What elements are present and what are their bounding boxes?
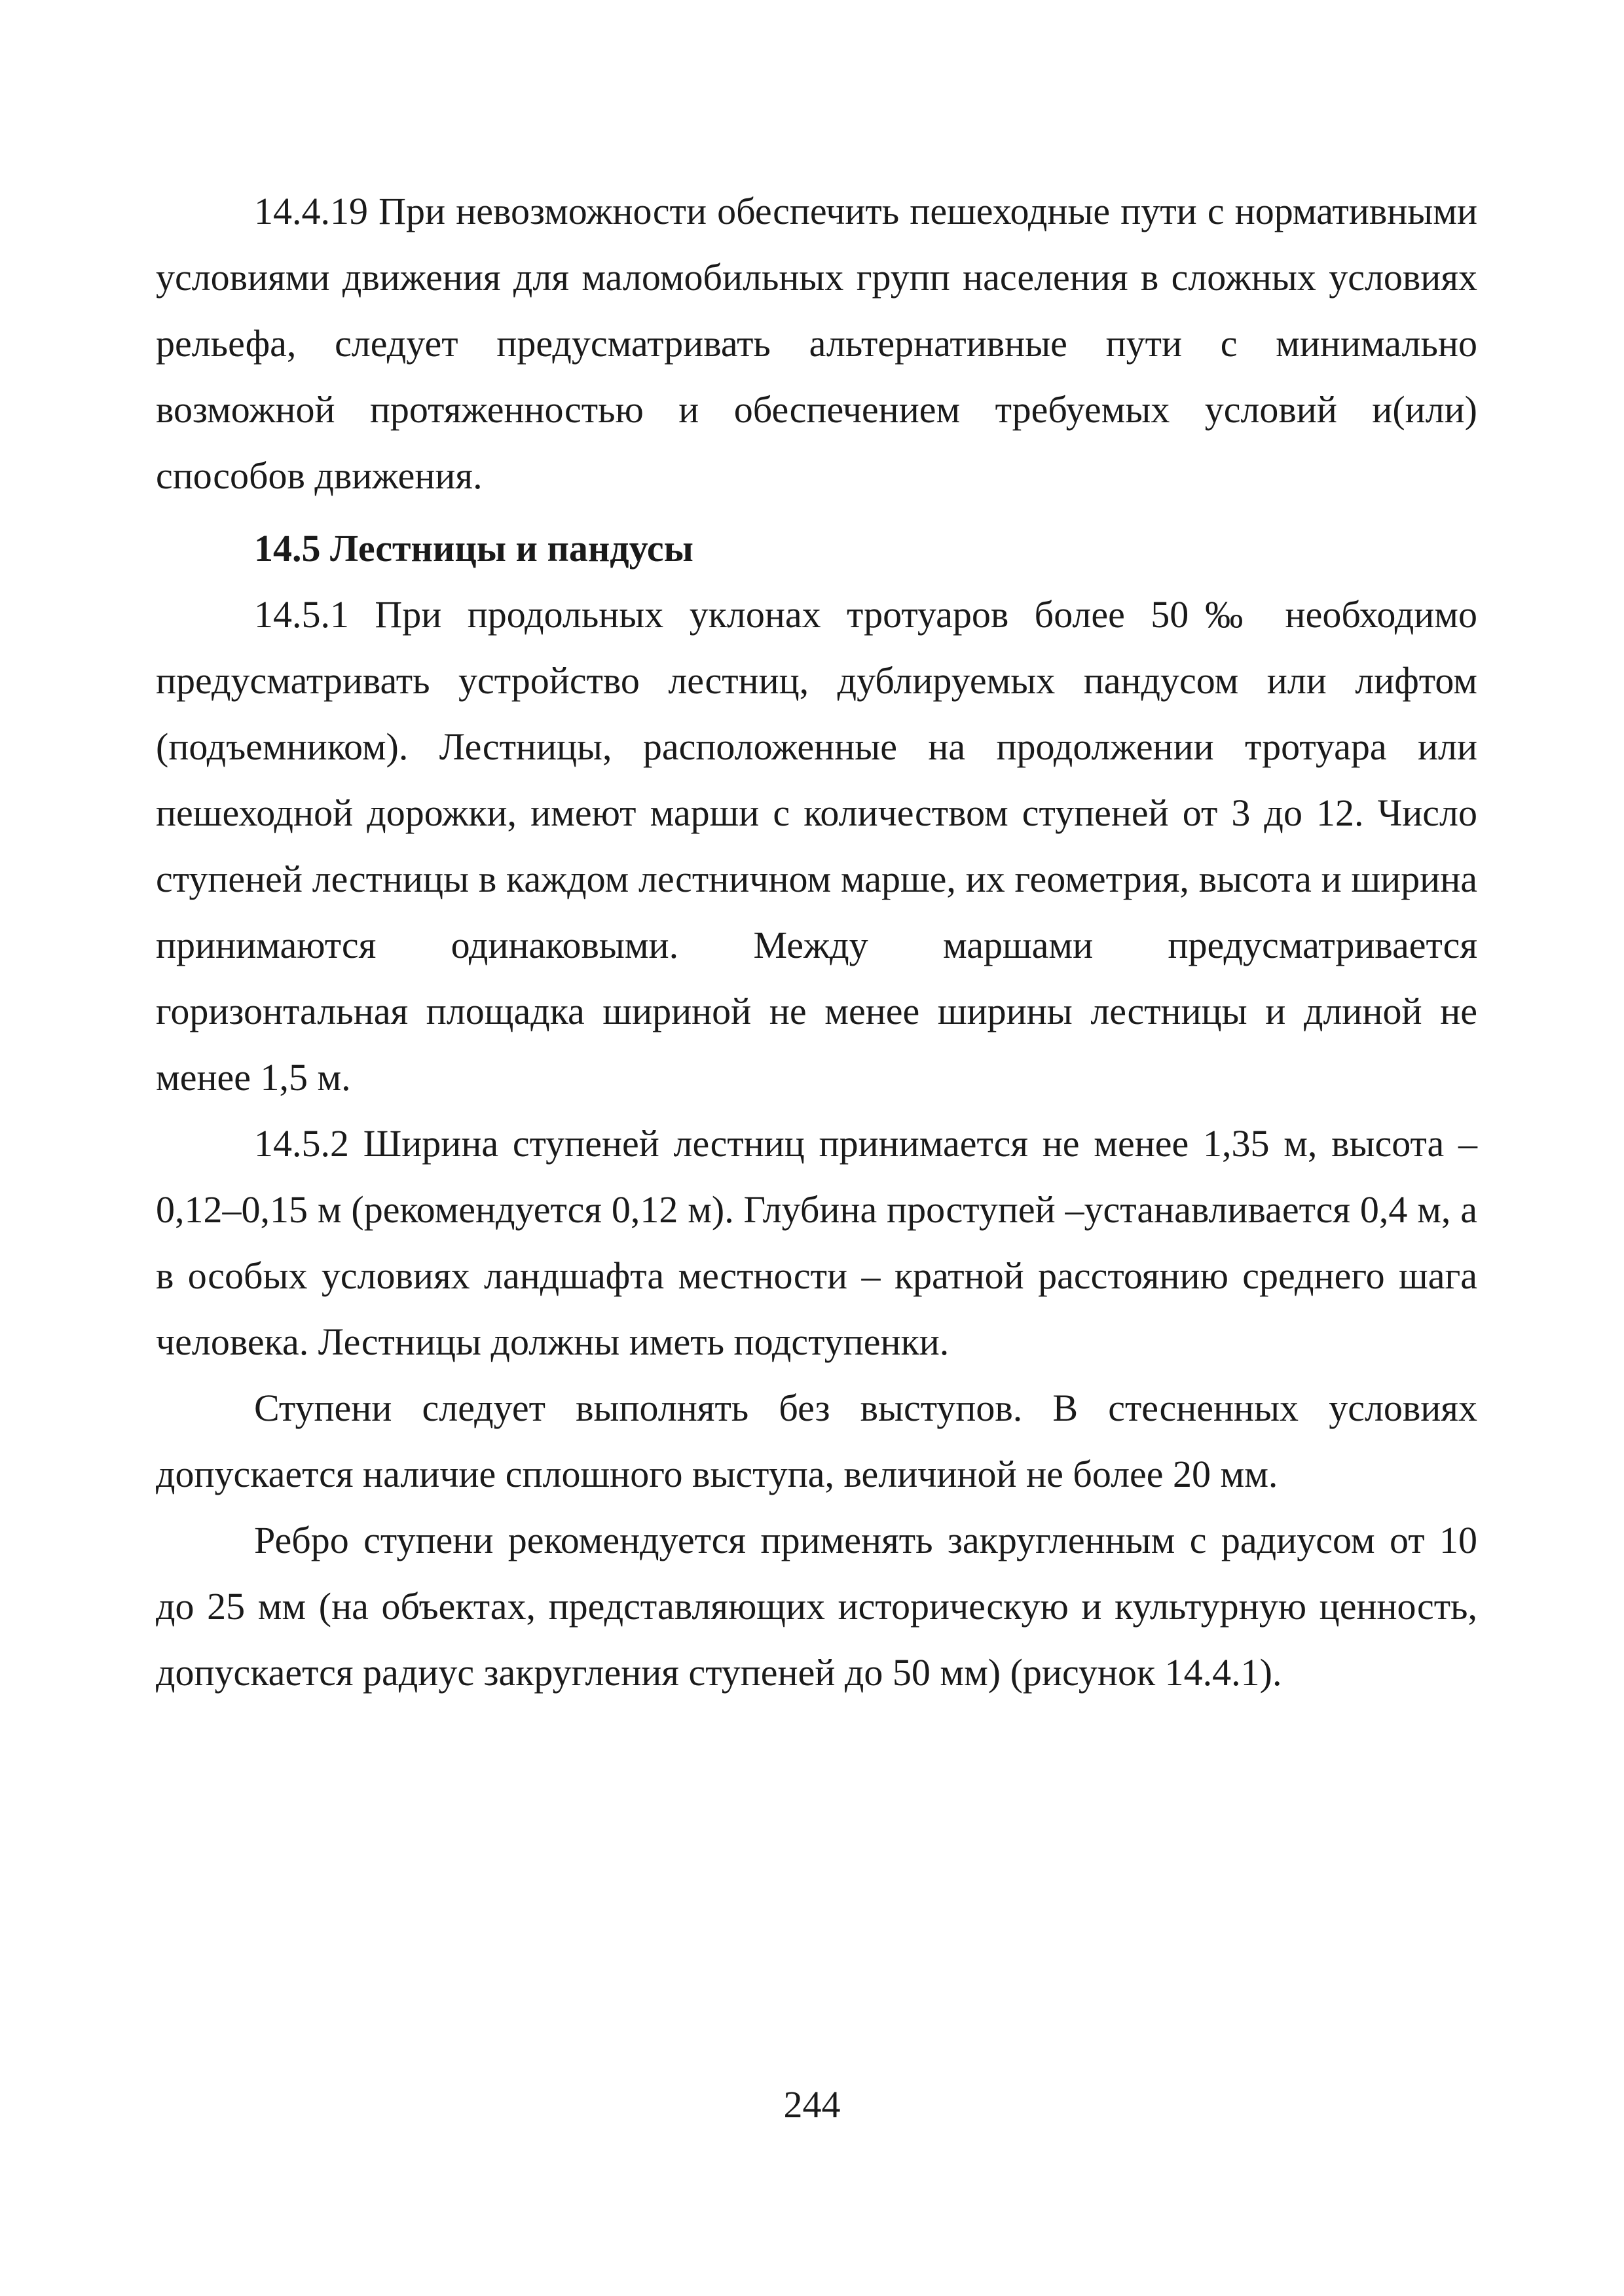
paragraph-14-4-19: 14.4.19 При невозможности обеспечить пешеходные пути с нормативными условиями движения для маломобильных групп населения в сложных условиях рельефа, следует предусматривать альтернативные пути с минимально возможной протяженностью и обеспечением требуемых условий и(или) способов движения. bbox=[156, 190, 1477, 497]
document-body bbox=[156, 178, 1477, 1705]
paragraph-14-5-1: 14.5.1 При продольных уклонах тротуаров более 50‰ необходимо предусматривать устройство лестниц, дублируемых пандусом или лифтом (подъемником). Лестницы, расположенные на продолжении тротуара или пешеходной дорожки, имеют марши с количеством ступеней от 3 до 12. Число ступеней лестницы в каждом лестничном марше, их геометрия, высота и ширина принимаются одинаковыми. Между маршами предусматривается горизонтальная площадка шириной не менее ширины лестницы и длиной не менее 1,5 м. bbox=[156, 593, 1477, 1099]
section-heading-14-5: 14.5 Лестницы и пандусы bbox=[254, 527, 693, 570]
paragraph-step-edge: Ребро ступени рекомендуется применять закругленным с радиусом от 10 до 25 мм (на объектах, представляющих историческую и культурную ценность, допускается радиус закругления ступеней до 50 мм) (рисунок 14.4.1). bbox=[156, 1519, 1477, 1694]
paragraph-steps: Ступени следует выполнять без выступов. В стесненных условиях допускается наличие сплошного выступа, величиной не более 20 мм. bbox=[156, 1387, 1477, 1495]
page-number: 244 bbox=[783, 2083, 841, 2126]
paragraph-14-5-2: 14.5.2 Ширина ступеней лестниц принимается не менее 1,35 м, высота – 0,12–0,15 м (рекомендуется 0,12 м). Глубина проступей –устанавливается 0,4 м, а в особых условиях ландшафта местности – кратной расстоянию среднего шага человека. Лестницы должны иметь подступенки. bbox=[156, 1122, 1477, 1363]
